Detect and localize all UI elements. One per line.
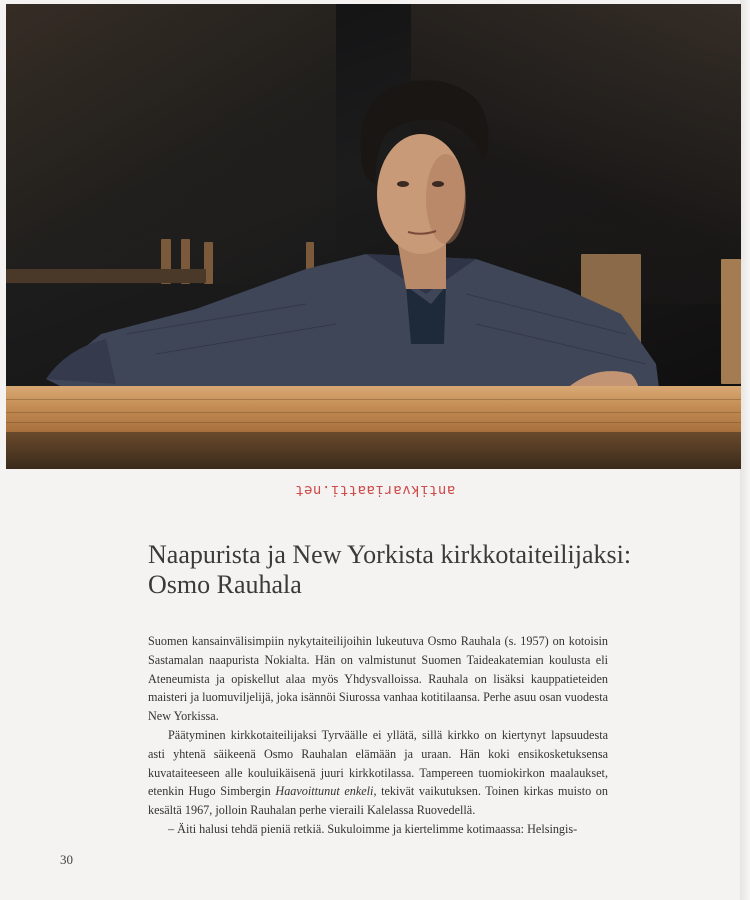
page-number: 30 [60,852,73,867]
article-title [148,540,648,600]
paragraph-2-start: Päätyminen kirkkotaiteilijaksi Tyrväälle ei yllätä, sillä kirkko on kiertynyt lapsuudesta asti yhtenä säikeenä Osmo Rauhalan elämään ja uraan. Hän koki ensikosketuksensa kuvataiteeseen alle kouluikäisenä juuri kirkkotilassa. Tampereen tuomiokirkon maalaukset, etenkin Hugo Simbergin [148,727,608,799]
paragraph-1: Suomen kansainvälisimpiin nykytaiteilijoihin lukeutuva Osmo Rauhala (s. 1957) on kotoisin Sastamalan naapurista Nokialta. Hän on valmistunut Suomen Taideakatemian koulusta eli Ateneumista ja opiskellut alaa myös Yhdysvalloissa. Rauhala on lisäksi kauppatieteiden maisteri ja luomuviljelijä, joka isännöi Siurossa vanhaa kotitilaansa. Perhe asuu osan vuodesta New Yorkissa. [148,634,608,724]
watermark-text: antikvariaatti.net [294,482,456,498]
title-line-1: Naapurista ja New Yorkista kirkkotaiteilijaksi: [148,540,632,569]
artwork-title: Haavoittunut enkeli, [275,784,377,799]
paragraph-2 [148,726,608,820]
title-line-2: Osmo Rauhala [148,570,302,599]
portrait-photo [6,4,741,469]
article-body [148,632,608,839]
paragraph-2-end: tekivät vaikutuksen. Toinen kirkas muisto on kesältä 1967, jolloin Rauhalan perhe vieraili Kalelassa Ruovedellä. [148,784,608,818]
page-edge [740,0,750,900]
wooden-pew [6,386,741,432]
paragraph-3: – Äiti halusi tehdä pieniä retkiä. Sukuloimme ja kiertelimme kotimaassa: Helsingis- [168,821,578,836]
